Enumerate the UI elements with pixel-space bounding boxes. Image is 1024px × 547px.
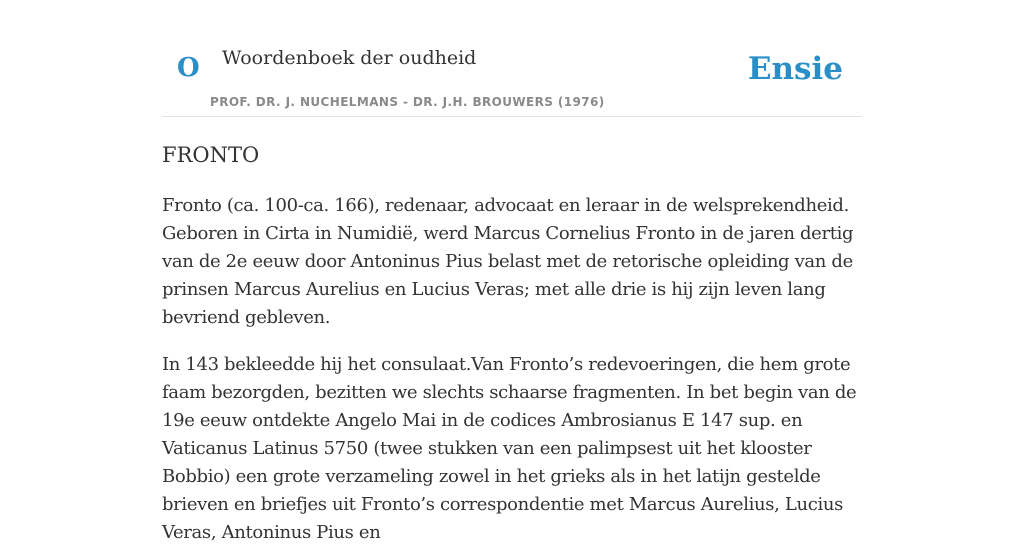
- dictionary-header: [162, 0, 862, 117]
- article-paragraph: In 143 bekleedde hij het consulaat.Van Fronto’s redevoeringen, die hem grote faam bezorgden, bezitten we slechts schaarse fragmenten. In bet begin van de 19e eeuw ontdekte Angelo Mai in de codices Ambrosianus E 147 sup. en Vaticanus Latinus 5750 (twee stukken van een palimpsest uit het klooster Bobbio) een grote verzameling zowel in het grieks als in het latijn gestelde brieven en briefjes uit Fronto’s correspondentie met Marcus Aurelius, Lucius Veras, Antoninus Pius en: [162, 354, 857, 543]
- dictionary-title[interactable]: Woordenboek der oudheid: [222, 47, 477, 69]
- entry-title: FRONTO: [162, 143, 260, 167]
- dictionary-authors: PROF. DR. J. NUCHELMANS - DR. J.H. BROUWERS (1976): [210, 95, 605, 109]
- brand-logo-link[interactable]: Ensie: [747, 51, 843, 87]
- article: [162, 138, 862, 547]
- article-paragraph: Fronto (ca. 100-ca. 166), redenaar, advocaat en leraar in de welsprekendheid. Geboren in Cirta in Numidië, werd Marcus Cornelius Fronto in de jaren dertig van de 2e eeuw door Antoninus Pius belast met de retorische opleiding van de prinsen Marcus Aurelius en Lucius Veras; met alle drie is hij zijn leven lang bevriend gebleven.: [162, 195, 854, 328]
- index-letter[interactable]: O: [177, 53, 200, 83]
